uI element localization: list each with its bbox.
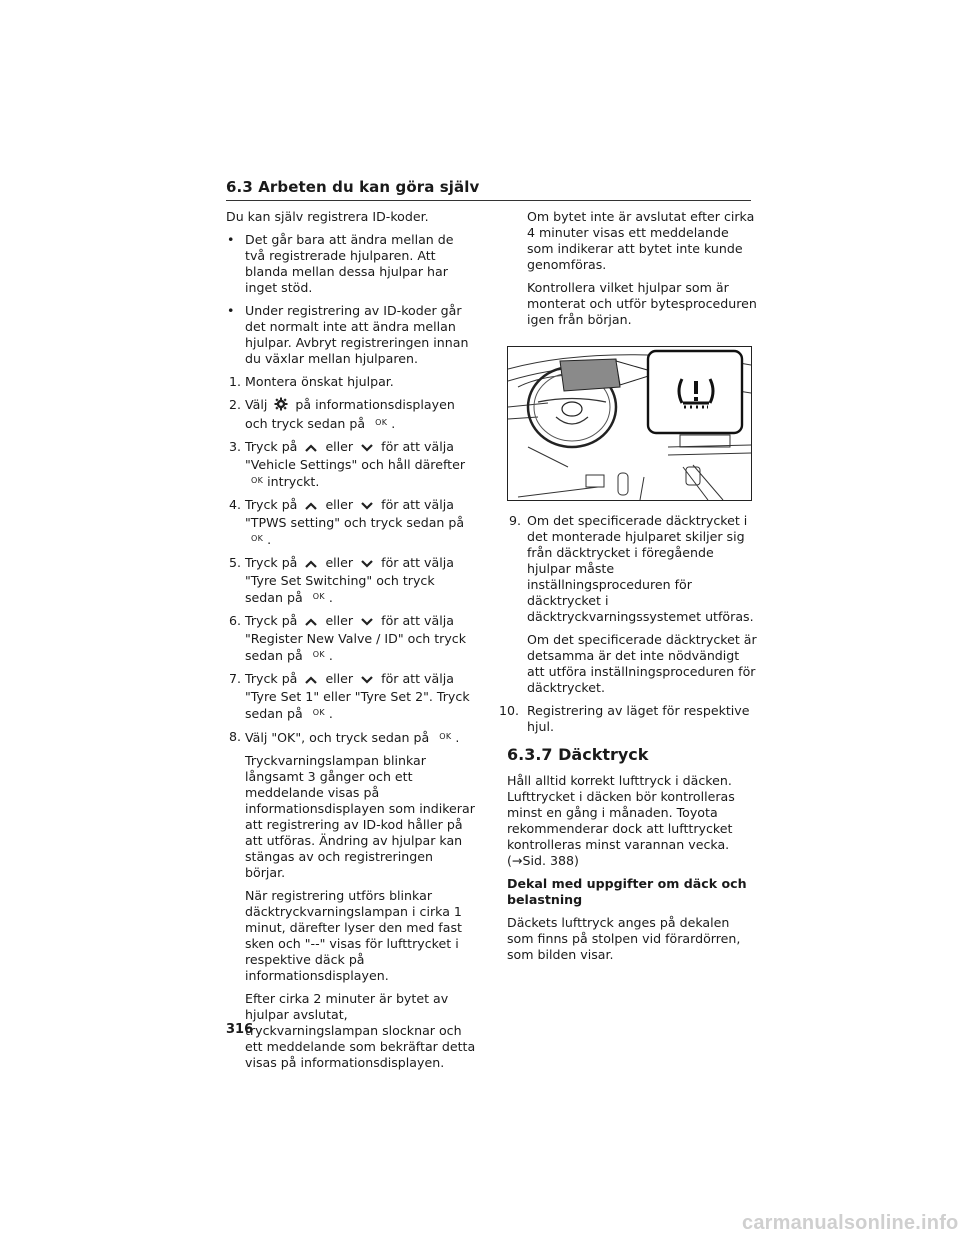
bullet-item — [226, 232, 476, 296]
step-text: eller — [325, 555, 354, 570]
step-8-paragraph: Efter cirka 2 minuter är bytet av hjulpar avslutat, tryckvarningslampan slocknar och ett meddelande som bekräftar detta visas på informationsdisplayen. — [245, 991, 476, 1070]
step-number: 5. — [229, 555, 242, 570]
step-text: . — [455, 730, 460, 745]
sub-paragraph: Däckets lufttryck anges på dekalen som finns på stolpen vid förardörren, som bilden visar. — [507, 915, 741, 962]
right-column — [499, 209, 757, 970]
step-text: eller — [325, 613, 354, 628]
step-text: Välj — [245, 397, 268, 412]
bullet-item — [226, 303, 476, 367]
chevron-down-icon — [360, 557, 374, 573]
step-8 — [226, 729, 476, 746]
step-text: Registrering av läget för respektive hjul. — [527, 703, 750, 734]
step-number: 7. — [229, 671, 242, 686]
paragraph: Kontrollera vilket hjulpar som är monterat och utför bytesproceduren igen från början. — [527, 280, 757, 327]
step-text: på informationsdisplayen och tryck sedan på — [245, 397, 455, 431]
ok-icon: OK — [312, 708, 325, 717]
step-text: Om det specificerade däcktrycket i det monterade hjulparet skiljer sig från däcktrycket i föregående hjulpar måste inställningsproceduren för däcktrycket i däcktryckvarningssystemet utföras. — [527, 513, 754, 624]
step-number: 6. — [229, 613, 242, 628]
paragraph: Om bytet inte är avslutat efter cirka 4 minuter visas ett meddelande som indikerar att bytet inte kunde genomföras. — [527, 209, 755, 272]
step-text: Montera önskat hjulpar. — [245, 374, 394, 389]
section-paragraph — [507, 773, 757, 869]
chevron-down-icon — [360, 673, 374, 689]
step-text: . — [328, 648, 333, 663]
step-number: 8. — [229, 729, 242, 744]
ok-icon: OK — [251, 476, 264, 485]
section-heading: 6.3.7 Däcktryck — [507, 745, 649, 764]
step-text: för att välja "Vehicle Settings" och håll därefter — [245, 439, 466, 472]
ok-icon: OK — [439, 732, 452, 741]
step-text: Tryck på — [245, 671, 298, 686]
step-text: för att välja "Tyre Set Switching" och tryck sedan på — [245, 555, 454, 605]
chevron-up-icon — [304, 557, 318, 573]
step-8-paragraph: När registrering utförs blinkar däcktryckvarningslampan i cirka 1 minut, därefter lyser den med fast sken och "--" visas för lufttrycket i respektive däck på informationsdisplayen. — [245, 888, 462, 983]
step-text: . — [328, 706, 333, 721]
chevron-up-icon — [304, 673, 318, 689]
chevron-up-icon — [304, 615, 318, 631]
ok-icon: OK — [312, 650, 325, 659]
chevron-down-icon — [360, 615, 374, 631]
step-number: 10. — [499, 703, 520, 718]
step-text: Tryck på — [245, 613, 298, 628]
page-number: 316 — [226, 1022, 254, 1037]
step-1 — [226, 374, 476, 390]
step-text: . — [391, 416, 396, 431]
step-text: eller — [325, 497, 354, 512]
gear-icon — [274, 397, 288, 415]
step-number: 4. — [229, 497, 242, 512]
step-text: intryckt. — [267, 474, 320, 489]
watermark: carmanualsonline.info — [742, 1212, 959, 1234]
step-4 — [226, 497, 476, 548]
step-text: för att välja "TPWS setting" och tryck sedan på — [245, 497, 465, 530]
section-header: 6.3 Arbeten du kan göra själv — [226, 178, 480, 196]
ok-icon: OK — [375, 418, 388, 427]
page-reference[interactable]: (→Sid. 388) — [507, 853, 579, 868]
step-9 — [507, 513, 757, 625]
step-10 — [499, 703, 757, 735]
step-2 — [226, 397, 476, 432]
intro-text: Du kan själv registrera ID-koder. — [226, 209, 429, 224]
ok-icon: OK — [312, 592, 325, 601]
step-text: . — [267, 532, 272, 547]
step-text: eller — [325, 439, 354, 454]
bullet-dot: • — [227, 232, 235, 247]
step-text: Välj "OK", och tryck sedan på — [245, 730, 430, 745]
step-text: . — [328, 590, 333, 605]
chevron-up-icon — [304, 441, 318, 457]
step-7 — [226, 671, 476, 722]
ok-icon: OK — [251, 534, 264, 543]
paragraph-text: Håll alltid korrekt lufttryck i däcken. Lufttrycket i däcken bör kontrolleras minst en gång i månaden. Toyota rekommenderar dock att lufttrycket kontrolleras minst varannan vecka. — [507, 773, 735, 852]
bullet-text: Det går bara att ändra mellan de två registrerade hjulparen. Att blanda mellan dessa hjulpar har inget stöd. — [245, 232, 454, 295]
tire-pressure-warning-icon — [674, 369, 718, 413]
step-text: Tryck på — [245, 555, 298, 570]
step-number: 1. — [229, 374, 242, 389]
step-number: 9. — [509, 513, 522, 528]
sub-heading: Dekal med uppgifter om däck och belastning — [507, 876, 747, 907]
step-8-paragraph: Tryckvarningslampan blinkar långsamt 3 gånger och ett meddelande visas på informationsdisplayen som indikerar att registrering av ID-kod håller på att utföras. Ändring av hjulpar kan stängas av och registreringen börjar. — [245, 753, 475, 880]
step-text: Tryck på — [245, 439, 298, 454]
step-9-paragraph: Om det specificerade däcktrycket är detsamma är det inte nödvändigt att utföra inställningsproceduren för däcktrycket. — [527, 632, 757, 695]
step-3 — [226, 439, 476, 490]
step-number: 3. — [229, 439, 242, 454]
step-text: eller — [325, 671, 354, 686]
step-number: 2. — [229, 397, 242, 412]
step-text: för att välja "Register New Valve / ID" och tryck sedan på — [245, 613, 467, 663]
left-column — [226, 209, 476, 1078]
bullet-dot: • — [227, 303, 235, 318]
chevron-up-icon — [304, 499, 318, 515]
step-6 — [226, 613, 476, 664]
header-divider — [226, 200, 751, 201]
step-text: för att välja "Tyre Set 1" eller "Tyre Set 2". Tryck sedan på — [245, 671, 470, 721]
bullet-text: Under registrering av ID-koder går det normalt inte att ändra mellan hjulpar. Avbryt registreringen innan du växlar mellan hjulparen. — [245, 303, 469, 366]
step-text: Tryck på — [245, 497, 298, 512]
chevron-down-icon — [360, 441, 374, 457]
dashboard-illustration — [507, 346, 752, 501]
step-5 — [226, 555, 476, 606]
chevron-down-icon — [360, 499, 374, 515]
